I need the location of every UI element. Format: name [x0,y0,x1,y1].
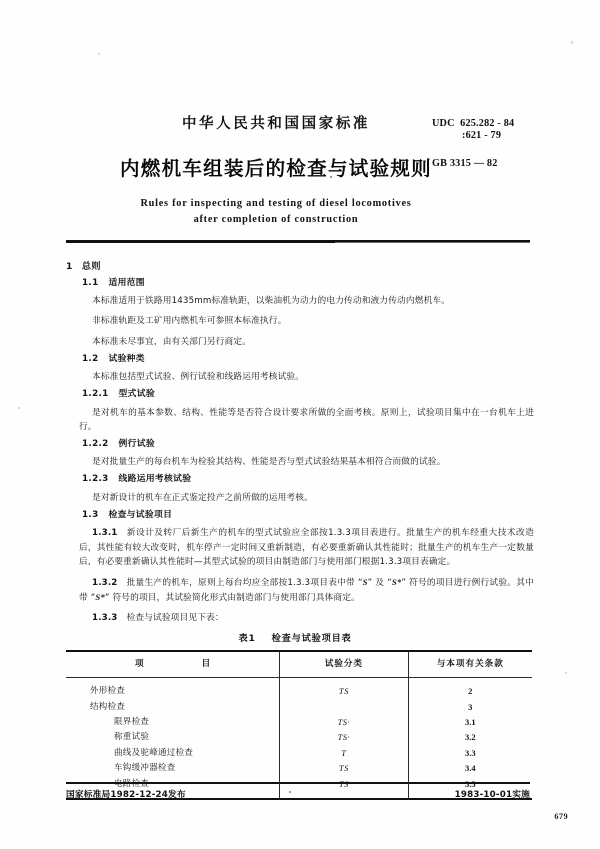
clause-1-1-paragraph: 非标准轨距及工矿用内燃机车可参照本标准执行。 [92,316,287,327]
cell-clause: 3.1 [408,715,532,730]
clause-1-2-2-title: 例行试验 [118,438,155,449]
clause-1-3-3-number: 1.3.3 [92,612,118,623]
clause-1-3-1-number: 1.3.1 [92,528,118,539]
document-body [66,262,534,800]
cell-item: 结构检查 [90,701,126,712]
cell-classification: TS [280,761,408,776]
column-header-item-a: 项 [134,659,144,670]
udc-code-line2: :621 - 79 [462,130,502,141]
issue-date: 国家标准局1982-12-24发布 [66,790,186,800]
document-title-english [22,196,530,228]
clause-1-3-2-text-part4: ” 符号的项目，其试验简化形式由制造部门与使用部门具体商定。 [104,592,360,603]
clause-1-2-title: 试验种类 [108,353,145,364]
table-row [66,699,532,714]
page-footer [66,788,530,800]
cell-classification: T [280,746,408,761]
scan-artifact [565,672,567,674]
symbol-s: S [362,576,368,587]
clause-1-2-intro: 本标准包括型式试验、例行试验和线路运用考核试验。 [92,372,305,383]
clause-1-1-title: 适用范围 [108,277,145,288]
cell-classification: TS· [280,715,408,730]
column-header-item-b: 目 [201,659,211,670]
clause-1-1-paragraph: 本标准适用于铁路用1435mm标准轨距，以柴油机为动力的电力传动和液力传动内燃机车。 [92,296,451,307]
clause-1-2-2-heading [82,440,534,449]
clause-1-2-3-text: 是对新设计的机车在正式鉴定投产之前所做的运用考核。 [92,492,313,503]
cell-clause: 3.3 [408,746,532,761]
clause-1-3-3 [79,611,534,625]
column-header-clause: 与本项有关条款 [408,651,532,677]
inspection-test-items-table [66,650,532,800]
scan-artifact [571,41,573,44]
clause-1-3-2-number: 1.3.2 [92,577,118,588]
cell-item: 曲线及驼峰通过检查 [114,747,194,758]
clause-1-2-3-heading [82,475,534,484]
clause-1-2-1-heading [82,390,534,399]
clause-1-title: 总则 [81,261,101,272]
effective-date: 1983-10-01实施 [454,790,530,800]
header-divider [66,240,530,243]
clause-1-3-1-text: 新设计及转厂后新生产的机车的型式试验应全部按1.3.3项目表进行。批量生产的机车经重大技术改造后，其性能有较大改变时，机车停产一定时间又重新制造，有必要重新确认其性能时；批量生产的机车生产一定数量后，有必要重新确认其性能时—其型式试验的项目由制造部门与使用部门根据1.3.3项目表确定。 [79,528,534,567]
footer-divider [66,782,530,784]
column-header-classification: 试验分类 [280,651,408,677]
table-row [66,730,532,745]
clause-1-2-2-number: 1.2.2 [82,438,109,449]
clause-1-2-3-title: 线路运用考核试验 [118,474,192,485]
clause-1-3-2-text-part3: ” 符号的项目进行例行试验。其中带 “ [79,577,534,603]
scan-artifact [98,53,100,55]
gb-standard-number: GB 3315 — 82 [432,158,498,169]
clause-1-3-1 [79,526,534,568]
clause-1-3-number: 1.3 [82,509,99,520]
clause-1-2-1-number: 1.2.1 [82,389,109,400]
column-header-item [66,651,280,677]
cell-item: 称重试验 [114,732,150,743]
clause-1-1-paragraph: 本标准未尽事宜，由有关部门另行商定。 [92,336,252,347]
clause-1-3-2 [79,575,534,605]
cell-clause: 3.4 [408,761,532,776]
clause-1-2-heading [82,355,534,364]
udc-code-line1: UDC 625.282 - 84 [432,118,515,129]
scan-artifact [18,407,20,409]
cell-classification [280,699,408,714]
clause-1-1-number: 1.1 [82,277,99,288]
cell-classification: TS [280,678,408,700]
clause-1-2-3-number: 1.2.3 [82,474,109,485]
title-english-line1: Rules for inspecting and testing of diesel locomotives [140,198,412,209]
table-caption-label: 表1 [238,633,256,644]
clause-1-2-2-text: 是对批量生产的每台机车为检验其结构、性能是否与型式试验结果基本相符合而做的试验。 [92,457,446,468]
table-header [66,651,532,677]
table-caption-title: 检查与试验项目表 [271,633,352,644]
clause-1-2-1-text: 是对机车的基本参数、结构、性能等是否符合设计要求所做的全面考核。原则上，试验项目集中在一台机车上进行。 [79,407,534,432]
clause-1-heading [66,262,534,271]
clause-1-2-1-title: 型式试验 [118,389,155,400]
clause-1-3-3-text: 检查与试验项目见下表： [126,612,224,623]
cell-clause: 3 [408,699,532,714]
cell-clause: 2 [408,678,532,700]
national-standard-label: 中华人民共和国国家标准 [181,116,371,132]
page-number: 679 [554,812,568,821]
document-title: 内燃机车组装后的检查与试验规则 [119,157,432,180]
clause-1-3-2-text-part1: 批量生产的机车，原则上每台均应全部按1.3.3项目表中带 “ [126,577,363,588]
clause-1-2-number: 1.2 [82,353,99,364]
table-header-row [66,651,532,677]
table-row [66,678,532,700]
clause-1-3-2-text-part2: ” 及 “ [367,577,392,588]
table-row [66,715,532,730]
clause-1-number: 1 [66,261,73,272]
cell-item: 限界检查 [114,717,150,728]
symbol-s-star: S* [391,576,402,587]
cell-item: 车钩缓冲器检查 [114,763,176,774]
clause-1-1-heading [82,279,534,288]
symbol-s-star: S* [95,591,105,602]
clause-1-3-heading [82,511,534,520]
table-row [66,761,532,776]
table-body [66,678,532,799]
cell-clause: 3.2 [408,730,532,745]
cell-classification: TS· [280,730,408,745]
table-row [66,746,532,761]
table-caption [66,634,534,643]
title-english-line2: after completion of construction [193,213,359,225]
standard-codes [432,118,582,169]
clause-1-3-title: 检查与试验项目 [108,509,173,520]
cell-item: 外形检查 [90,686,126,697]
